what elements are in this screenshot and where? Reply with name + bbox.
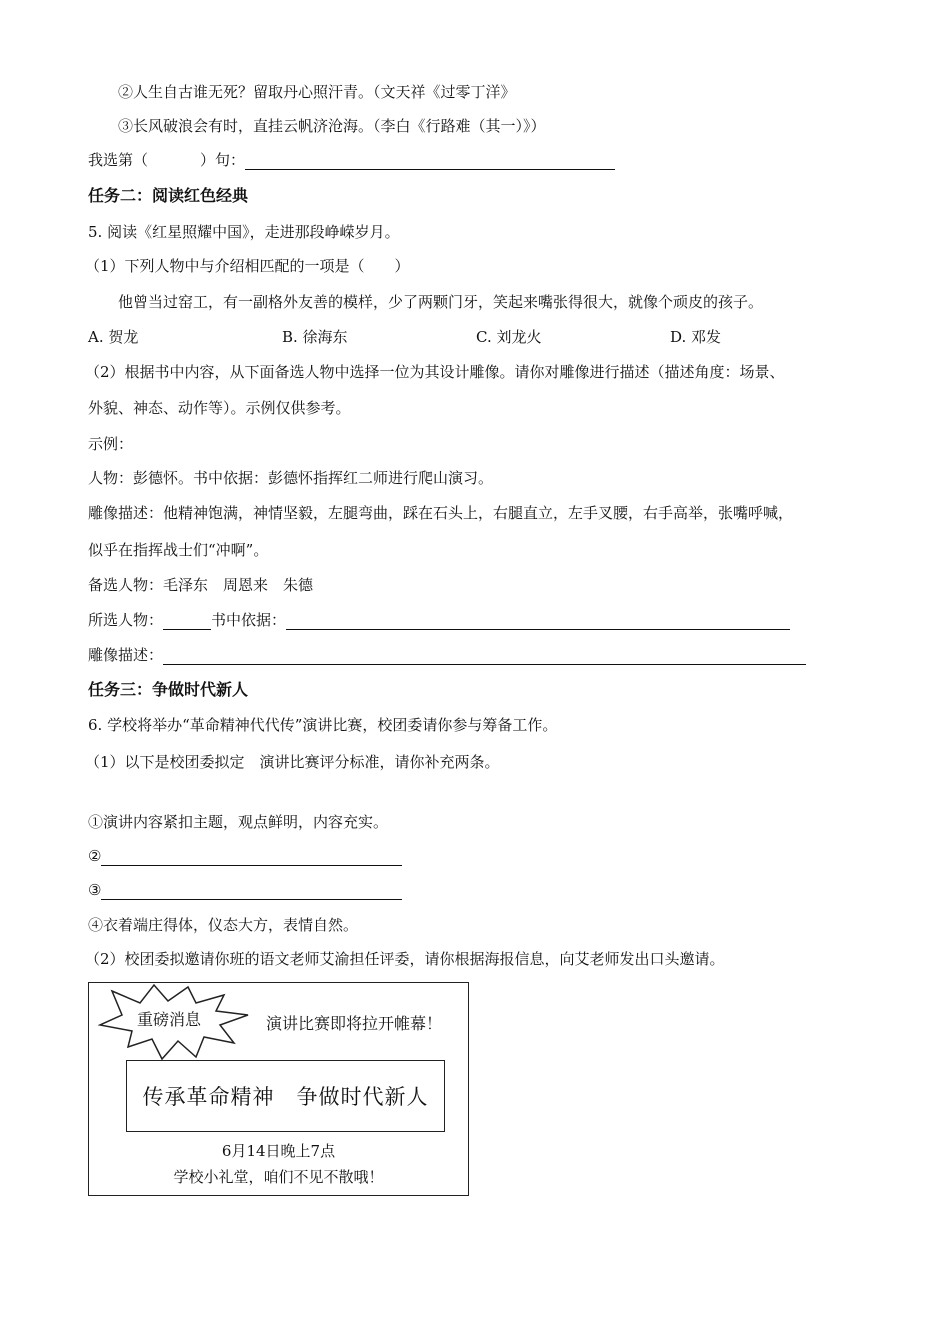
example-description-2: 似乎在指挥战士们“冲啊”。 bbox=[88, 541, 269, 559]
choice-answer-blank[interactable] bbox=[245, 153, 615, 170]
example-label: 示例： bbox=[88, 435, 134, 453]
poster-slogan: 传承革命精神 争做时代新人 bbox=[142, 1085, 429, 1109]
option-d[interactable]: D. 邓发 bbox=[670, 328, 722, 346]
example-description-1: 雕像描述：他精神饱满，神情坚毅，左腿弯曲，踩在石头上，右腿直立，左手叉腰，右手高举，张嘴呼喊， bbox=[88, 504, 794, 522]
criterion-4: ④衣着端庄得体，仪态大方，表情自然。 bbox=[88, 916, 359, 934]
choice-line bbox=[88, 150, 615, 170]
selected-person-line bbox=[88, 610, 790, 630]
event-poster bbox=[88, 982, 469, 1196]
basis-blank[interactable] bbox=[286, 613, 790, 630]
basis-label: 书中依据： bbox=[211, 611, 287, 629]
poster-time: 6月14日晚上7点 bbox=[221, 1142, 336, 1160]
example-person: 人物：彭德怀。书中依据：彭德怀指挥红二师进行爬山演习。 bbox=[88, 469, 494, 487]
criterion-3-line bbox=[88, 880, 402, 900]
question-6: 6. 学校将举办“革命精神代代传”演讲比赛，校团委请你参与筹备工作。 bbox=[88, 716, 558, 734]
criterion-2-number: ② bbox=[88, 847, 102, 865]
burst-label: 重磅消息 bbox=[137, 1010, 202, 1029]
statue-description-blank[interactable] bbox=[163, 648, 806, 665]
question-5-2-line1: （2）根据书中内容，从下面备选人物中选择一位为其设计雕像。请你对雕像进行描述（描述角度：场景、 bbox=[85, 363, 785, 381]
option-c[interactable]: C. 刘龙火 bbox=[476, 328, 542, 346]
criterion-1: ①演讲内容紧扣主题，观点鲜明，内容充实。 bbox=[88, 813, 389, 831]
candidate-persons: 备选人物：毛泽东 周恩来 朱德 bbox=[88, 576, 314, 594]
criterion-3-blank[interactable] bbox=[101, 883, 402, 900]
question-6-2: （2）校团委拟邀请你班的语文老师艾渝担任评委，请你根据海报信息，向艾老师发出口头邀请。 bbox=[85, 950, 725, 968]
question-5-2-line2: 外貌、神态、动作等）。示例仅供参考。 bbox=[88, 399, 351, 417]
statue-description-label: 雕像描述： bbox=[88, 646, 164, 664]
choice-prefix: 我选第（ bbox=[88, 151, 149, 169]
poem-line-3: ③长风破浪会有时，直挂云帆济沧海。（李白《行路难（其一）》） bbox=[118, 117, 546, 135]
question-5: 5. 阅读《红星照耀中国》，走进那段峥嵘岁月。 bbox=[88, 223, 400, 241]
option-b[interactable]: B. 徐海东 bbox=[282, 328, 348, 346]
poster-place: 学校小礼堂，咱们不见不散哦！ bbox=[173, 1168, 384, 1186]
choice-mid: ）句： bbox=[200, 151, 246, 169]
poem-line-2: ②人生自古谁无死？留取丹心照汗青。（文天祥《过零丁洋》 bbox=[118, 83, 516, 101]
criterion-2-line bbox=[88, 846, 402, 866]
task3-heading: 任务三：争做时代新人 bbox=[88, 680, 249, 699]
slogan-box bbox=[126, 1060, 445, 1132]
option-a[interactable]: A. 贺龙 bbox=[88, 328, 139, 346]
question-6-1: （1）以下是校团委拟定 演讲比赛评分标准，请你补充两条。 bbox=[85, 753, 500, 771]
statue-description-line bbox=[88, 645, 806, 665]
criterion-3-number: ③ bbox=[88, 881, 102, 899]
selected-person-blank[interactable] bbox=[163, 613, 211, 630]
poster-headline: 演讲比赛即将拉开帷幕！ bbox=[266, 1014, 443, 1033]
task2-heading: 任务二：阅读红色经典 bbox=[88, 186, 249, 205]
question-5-1-passage: 他曾当过窑工，有一副格外友善的模样，少了两颗门牙，笑起来嘴张得很大，就像个顽皮的孩子。 bbox=[118, 293, 764, 311]
question-5-1: （1）下列人物中与介绍相匹配的一项是（ ） bbox=[85, 257, 410, 275]
criterion-2-blank[interactable] bbox=[101, 849, 402, 866]
selected-person-label: 所选人物： bbox=[88, 611, 164, 629]
